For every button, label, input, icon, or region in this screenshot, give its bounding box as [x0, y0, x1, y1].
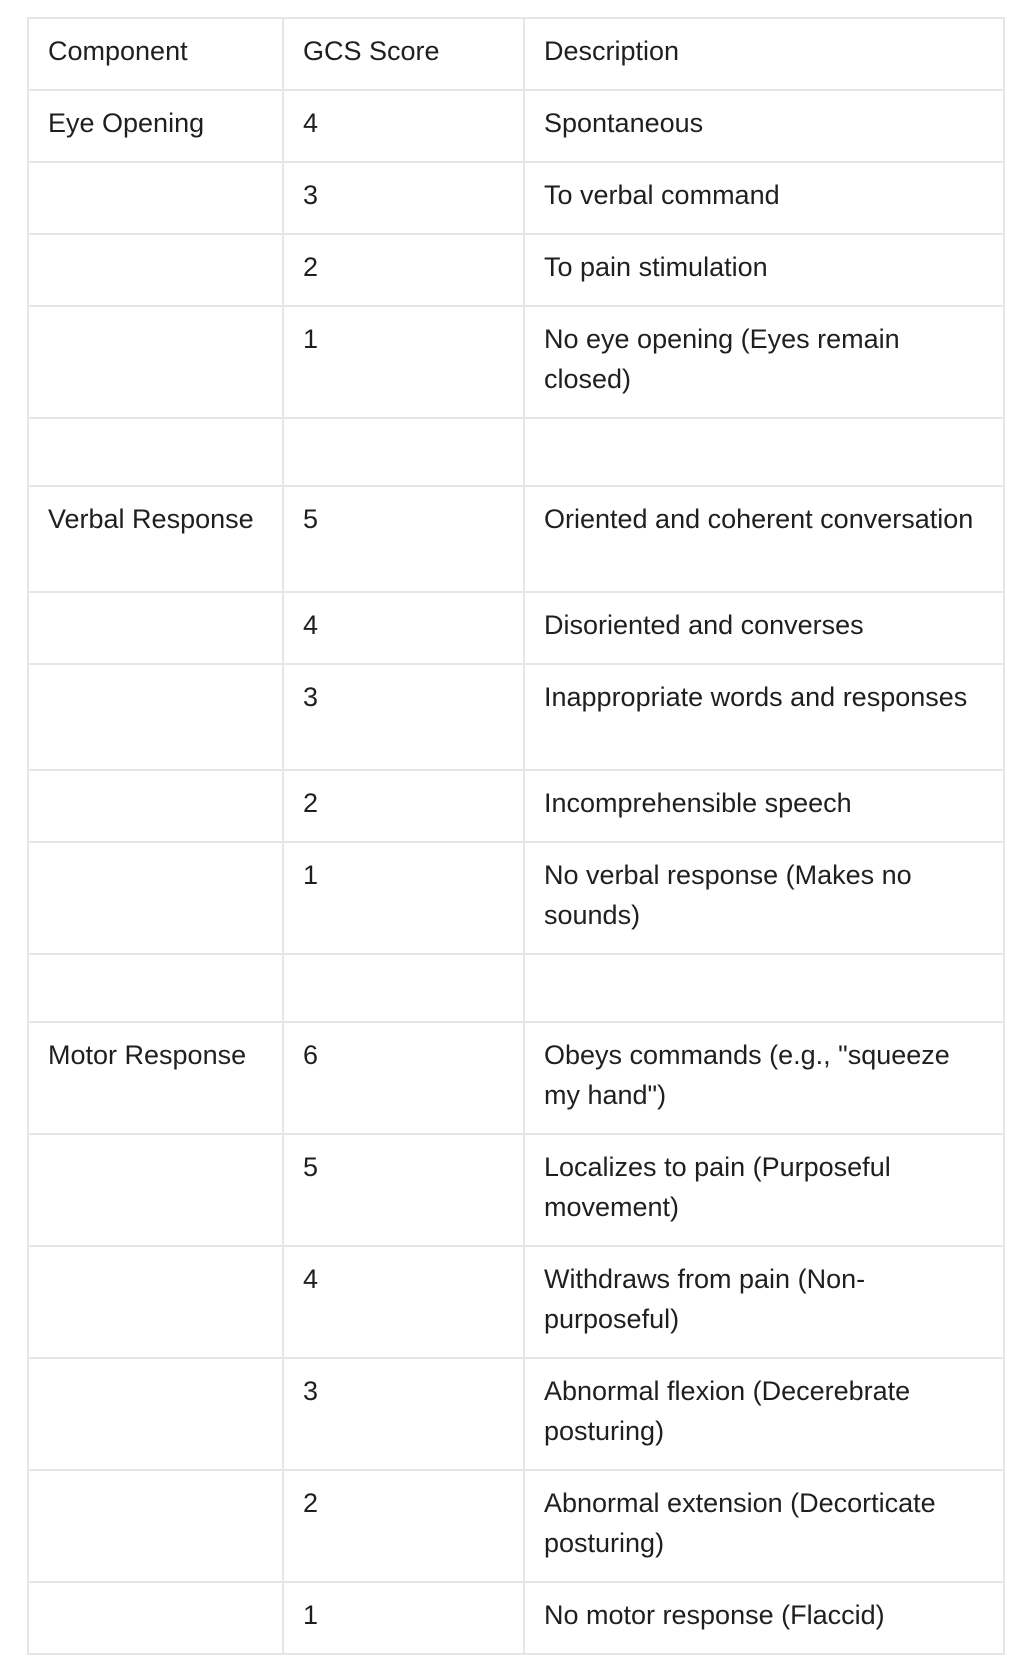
cell-component	[28, 306, 283, 418]
cell-component	[28, 1582, 283, 1654]
cell-description: Oriented and coherent conversation	[524, 486, 1004, 592]
table-row	[28, 1358, 1004, 1470]
cell-description: Incomprehensible speech	[524, 770, 1004, 842]
table-row	[28, 592, 1004, 664]
cell-score: 5	[283, 486, 524, 592]
table-row	[28, 664, 1004, 770]
cell-component	[28, 770, 283, 842]
table-row-spacer	[28, 418, 1004, 486]
cell-score: 4	[283, 1246, 524, 1358]
cell-score: 1	[283, 306, 524, 418]
table-row	[28, 1582, 1004, 1654]
cell-description: Abnormal extension (Decorticate posturing)	[524, 1470, 1004, 1582]
cell-score: 2	[283, 1470, 524, 1582]
cell-description: To pain stimulation	[524, 234, 1004, 306]
header-description: Description	[524, 18, 1004, 90]
cell-score: 6	[283, 1022, 524, 1134]
cell-description: To verbal command	[524, 162, 1004, 234]
table-row	[28, 90, 1004, 162]
cell-score: 4	[283, 90, 524, 162]
cell-score: 3	[283, 162, 524, 234]
table-row	[28, 306, 1004, 418]
cell-component: Eye Opening	[28, 90, 283, 162]
cell-description: No verbal response (Makes no sounds)	[524, 842, 1004, 954]
cell-score	[283, 418, 524, 486]
cell-score: 2	[283, 770, 524, 842]
cell-component	[28, 1358, 283, 1470]
cell-component	[28, 664, 283, 770]
cell-component	[28, 418, 283, 486]
table-row	[28, 1246, 1004, 1358]
table-header-row	[28, 18, 1004, 90]
cell-description: No eye opening (Eyes remain closed)	[524, 306, 1004, 418]
cell-description: Disoriented and converses	[524, 592, 1004, 664]
table-row	[28, 162, 1004, 234]
cell-description: Abnormal flexion (Decerebrate posturing)	[524, 1358, 1004, 1470]
table-row	[28, 234, 1004, 306]
cell-description	[524, 954, 1004, 1022]
cell-score: 2	[283, 234, 524, 306]
gcs-table	[27, 17, 1005, 1655]
cell-component	[28, 592, 283, 664]
table-row	[28, 1470, 1004, 1582]
cell-component	[28, 1470, 283, 1582]
header-gcs-score: GCS Score	[283, 18, 524, 90]
header-component: Component	[28, 18, 283, 90]
cell-description: No motor response (Flaccid)	[524, 1582, 1004, 1654]
table-row-spacer	[28, 954, 1004, 1022]
cell-description: Inappropriate words and responses	[524, 664, 1004, 770]
table-row	[28, 1022, 1004, 1134]
cell-component	[28, 954, 283, 1022]
cell-score: 3	[283, 1358, 524, 1470]
cell-component	[28, 162, 283, 234]
cell-score	[283, 954, 524, 1022]
cell-description: Obeys commands (e.g., "squeeze my hand")	[524, 1022, 1004, 1134]
cell-component	[28, 1134, 283, 1246]
cell-component	[28, 1246, 283, 1358]
table-row	[28, 842, 1004, 954]
cell-component	[28, 234, 283, 306]
cell-score: 1	[283, 1582, 524, 1654]
cell-description: Spontaneous	[524, 90, 1004, 162]
cell-score: 1	[283, 842, 524, 954]
cell-description: Localizes to pain (Purposeful movement)	[524, 1134, 1004, 1246]
table-row	[28, 770, 1004, 842]
cell-score: 3	[283, 664, 524, 770]
cell-description: Withdraws from pain (Non-purposeful)	[524, 1246, 1004, 1358]
cell-score: 4	[283, 592, 524, 664]
table-row	[28, 1134, 1004, 1246]
cell-description	[524, 418, 1004, 486]
cell-component: Verbal Response	[28, 486, 283, 592]
cell-score: 5	[283, 1134, 524, 1246]
cell-component: Motor Response	[28, 1022, 283, 1134]
table-row	[28, 486, 1004, 592]
cell-component	[28, 842, 283, 954]
